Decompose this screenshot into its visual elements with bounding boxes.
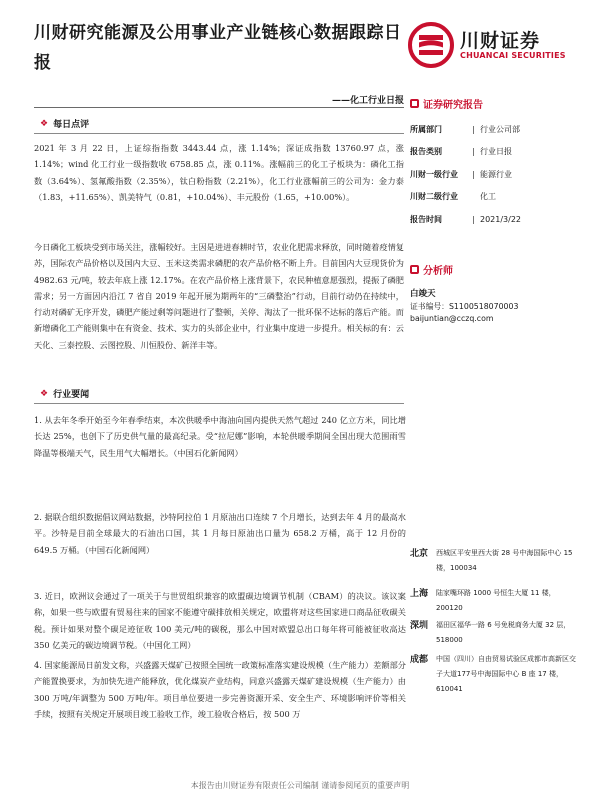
chuancai-logo-icon bbox=[408, 22, 454, 68]
info-value: 2021/3/22 bbox=[480, 214, 522, 224]
news-item: 4. 国家能源局日前发文称，兴盛露天煤矿已按照全国统一政策标准落实建设规模（生产能力）差额部分产能置换要求，为加快先进产能释放，优化煤炭产业结构，同意兴盛露天煤矿建设规模（生产能力）由 300 万吨/年调整为 500 万吨/年。项目单位要进一步完善资源开采、安全生产、环境影响评价等相关手续，按照有关规定开展项目竣工验收工作，竣工验收合格后，按 500 万 bbox=[34, 660, 406, 719]
analyst-email[interactable]: baijuntian@cczq.com bbox=[410, 314, 494, 323]
daily-review-paragraph-1: 2021 年 3 月 22 日，上证综指指数 3443.44 点，涨 1.14%；深证成指数 13760.97 点，涨 1.14%；wind 化工行业一级指数收 6758.85 点，涨 0.11%。涨幅前三的化工子板块为：磷化工指数（3.64%）、氢氟酸指数（2.35%），钛白粉指数（2.21%），化工行业涨幅前三的公司为：金力泰（1.83，+11.65%）、凯美特气（0.81，+10.04%）、丰元股份（1.65，+10.00%）。 bbox=[34, 143, 404, 202]
office-city: 北京 bbox=[410, 549, 429, 559]
diamond-bullet-icon: ❖ bbox=[40, 388, 49, 399]
info-separator: | bbox=[472, 169, 475, 179]
diamond-bullet-icon: ❖ bbox=[40, 118, 49, 129]
office-address: 中国（四川）自由贸易试验区成都市高新区交子大道177号中海国际中心 B 座 17 楼，610041 bbox=[436, 655, 576, 693]
analyst-card bbox=[410, 288, 575, 326]
info-value: 行业公司部 bbox=[480, 124, 520, 134]
news-item: 2. 据联合组织数据倡议网站数据，沙特阿拉伯 1 月原油出口连续 7 个月增长，达到去年 4 月的最高水平。沙特是目前全球最大的石油出口国，其 1 月每日原油出口量为 658.2 万桶，高于 12 月份的 649.5 万桶。（中国石化新闻网） bbox=[34, 512, 406, 555]
info-key: 川财二级行业 bbox=[410, 192, 458, 202]
industry-news-heading-label: 行业要闻 bbox=[53, 390, 90, 400]
daily-review-divider bbox=[34, 133, 404, 134]
industry-news-heading bbox=[40, 387, 89, 400]
info-key: 川财一级行业 bbox=[410, 169, 458, 179]
report-info-table bbox=[410, 118, 570, 231]
info-value: 能源行业 bbox=[480, 169, 512, 179]
office-address: 西城区平安里西大街 28 号中海国际中心 15 楼，100034 bbox=[436, 549, 573, 572]
info-value: 行业日报 bbox=[480, 147, 512, 157]
square-bullet-icon bbox=[410, 99, 419, 108]
info-row bbox=[410, 163, 570, 186]
brand-name-cn: 川财证券 bbox=[460, 30, 541, 52]
office-city: 上海 bbox=[410, 589, 429, 599]
analyst-certificate: 证书编号：S1100518070003 bbox=[410, 301, 519, 311]
info-row bbox=[410, 208, 570, 231]
office-address: 陆家嘴环路 1000 号恒生大厦 11 楼，200120 bbox=[436, 589, 556, 612]
daily-review-paragraph-2: 今日磷化工板块受到市场关注，涨幅较好。主因是进进春耕时节，农业化肥需求释放，同时随着疫情复苏，国际农产品价格以及国内大豆、玉米这类需求磷肥的农产品价格不断上升。目前国内大豆现货价为 4982.63 元/吨，较去年底上涨 12.17%。在农产品价格上涨背景下，农民种植意愿强烈，提振了磷肥需求；另一方面因内沿江 7 省自 2019 年起开展为期两年的“三磷整治”行动，目前行动仍在持续中，行动对磷矿无序开发，磷肥产能过剩等问题进行了整顿，关停、淘汰了一批环保不达标的落后产能。而新增磷化工产能则集中在有资金、技术、实力的头部企业中，行业集中度进一步提升。相关标的有：云天化、三泰控股、云图控股、川恒股份、新洋丰等。 bbox=[34, 242, 404, 350]
brand-logo bbox=[408, 20, 578, 70]
industry-news-divider bbox=[34, 403, 404, 404]
news-item: 3. 近日，欧洲议会通过了一项关于与世贸组织兼容的欧盟碳边境调节机制（CBAM）的决议。该议案称，如果一些与欧盟有贸易往来的国家不能遵守碳排放相关规定，欧盟将对这些国家进口商品征收碳关税。预计如果对整个碳足迹征收 100 美元/吨的碳税，那么中国对欧盟总出口每年将可能被征收高达 350 亿美元的碳边境调节税。（中国化工网） bbox=[34, 591, 406, 650]
info-row bbox=[410, 141, 570, 164]
info-key: 报告类别 bbox=[410, 147, 442, 157]
research-report-heading bbox=[410, 96, 483, 111]
info-value: 化工 bbox=[480, 192, 496, 202]
office-city: 成都 bbox=[410, 655, 429, 665]
brand-name-en: CHUANCAI SECURITIES bbox=[460, 51, 566, 60]
info-key: 报告时间 bbox=[410, 214, 442, 224]
daily-review-heading-label: 每日点评 bbox=[53, 120, 90, 130]
info-separator: | bbox=[472, 214, 475, 224]
info-key: 所属部门 bbox=[410, 124, 442, 134]
info-row bbox=[410, 118, 570, 141]
analyst-heading-label: 分析师 bbox=[423, 266, 453, 277]
page-footer: 本报告由川财证券有限责任公司编制 谨请参阅尾页的重要声明 bbox=[190, 781, 410, 790]
research-report-heading-label: 证券研究报告 bbox=[423, 100, 483, 111]
analyst-name: 白竣天 bbox=[410, 289, 436, 299]
info-row bbox=[410, 186, 570, 209]
title-divider bbox=[34, 107, 404, 108]
square-bullet-icon bbox=[410, 265, 419, 274]
office-address: 福田区福华一路 6 号免税商务大厦 32 层，518000 bbox=[436, 621, 571, 644]
news-item: 1. 从去年冬季开始至今年春季结束，本次供暖季中海油向国内提供天然气超过 240 亿立方米，同比增长达 25%，也创下了历史供气量的最高纪录。受“拉尼娜”影响，本轮供暖季期间全国出现大范围雨雪降温等极端天气，民生用气大幅增长。（中国石化新闻网） bbox=[34, 415, 406, 458]
analyst-heading bbox=[410, 262, 453, 277]
info-separator: | bbox=[472, 147, 475, 157]
daily-review-heading bbox=[40, 117, 89, 130]
report-subtitle: ——化工行业日报 bbox=[331, 96, 404, 106]
office-city: 深圳 bbox=[410, 621, 429, 631]
report-title: 川财研究能源及公用事业产业链核心数据跟踪日报 bbox=[34, 23, 402, 73]
info-separator: | bbox=[472, 124, 475, 134]
